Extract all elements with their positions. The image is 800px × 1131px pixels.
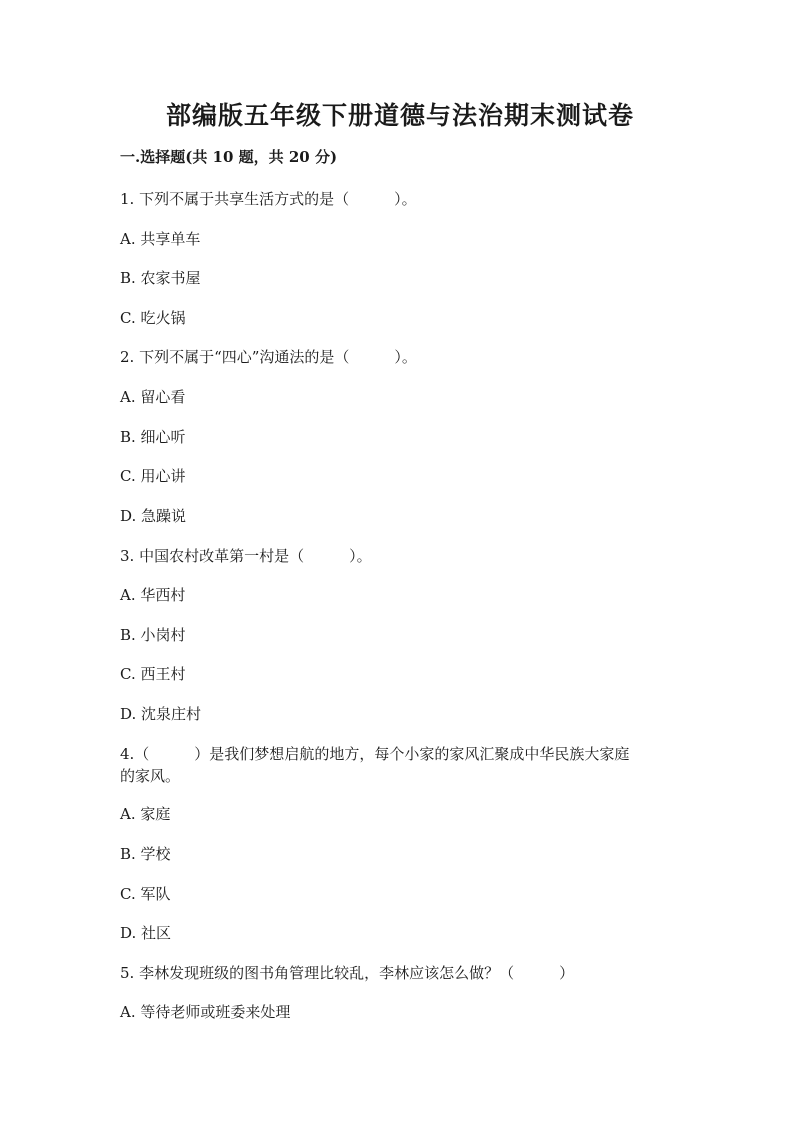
question-3-option-b: B. 小岗村: [120, 626, 186, 644]
question-2-stem: 2. 下列不属于“四心”沟通法的是（ ）。: [120, 348, 417, 366]
question-1-option-a: A. 共享单车: [120, 230, 201, 248]
question-4-stem-line-2: 的家风。: [120, 767, 181, 785]
question-1-option-c: C. 吃火锅: [120, 309, 186, 327]
page-title: 部编版五年级下册道德与法治期末测试卷: [165, 101, 634, 130]
question-5-option-a: A. 等待老师或班委来处理: [120, 1003, 291, 1021]
section-heading: 一.选择题(共 10 题，共 20 分): [120, 148, 338, 166]
question-3-option-d: D. 沈泉庄村: [120, 705, 202, 723]
question-1-option-b: B. 农家书屋: [120, 269, 201, 287]
question-2-option-c: C. 用心讲: [120, 467, 186, 485]
question-2-option-a: A. 留心看: [120, 388, 186, 406]
question-4-option-a: A. 家庭: [120, 805, 171, 823]
question-4-option-b: B. 学校: [120, 845, 171, 863]
question-2-option-b: B. 细心听: [120, 428, 186, 446]
question-5-stem: 5. 李林发现班级的图书角管理比较乱，李林应该怎么做？（ ）: [120, 964, 575, 982]
question-4-option-c: C. 军队: [120, 885, 171, 903]
question-1-stem: 1. 下列不属于共享生活方式的是（ ）。: [120, 190, 417, 208]
question-2-option-d: D. 急躁说: [120, 507, 187, 525]
question-3-option-c: C. 西王村: [120, 665, 186, 683]
question-3-stem: 3. 中国农村改革第一村是（ ）。: [120, 547, 372, 565]
question-4-option-d: D. 社区: [120, 924, 172, 942]
question-3-option-a: A. 华西村: [120, 586, 186, 604]
question-4-stem-line-1: 4.（ ）是我们梦想启航的地方，每个小家的家风汇聚成中华民族大家庭: [120, 745, 630, 763]
